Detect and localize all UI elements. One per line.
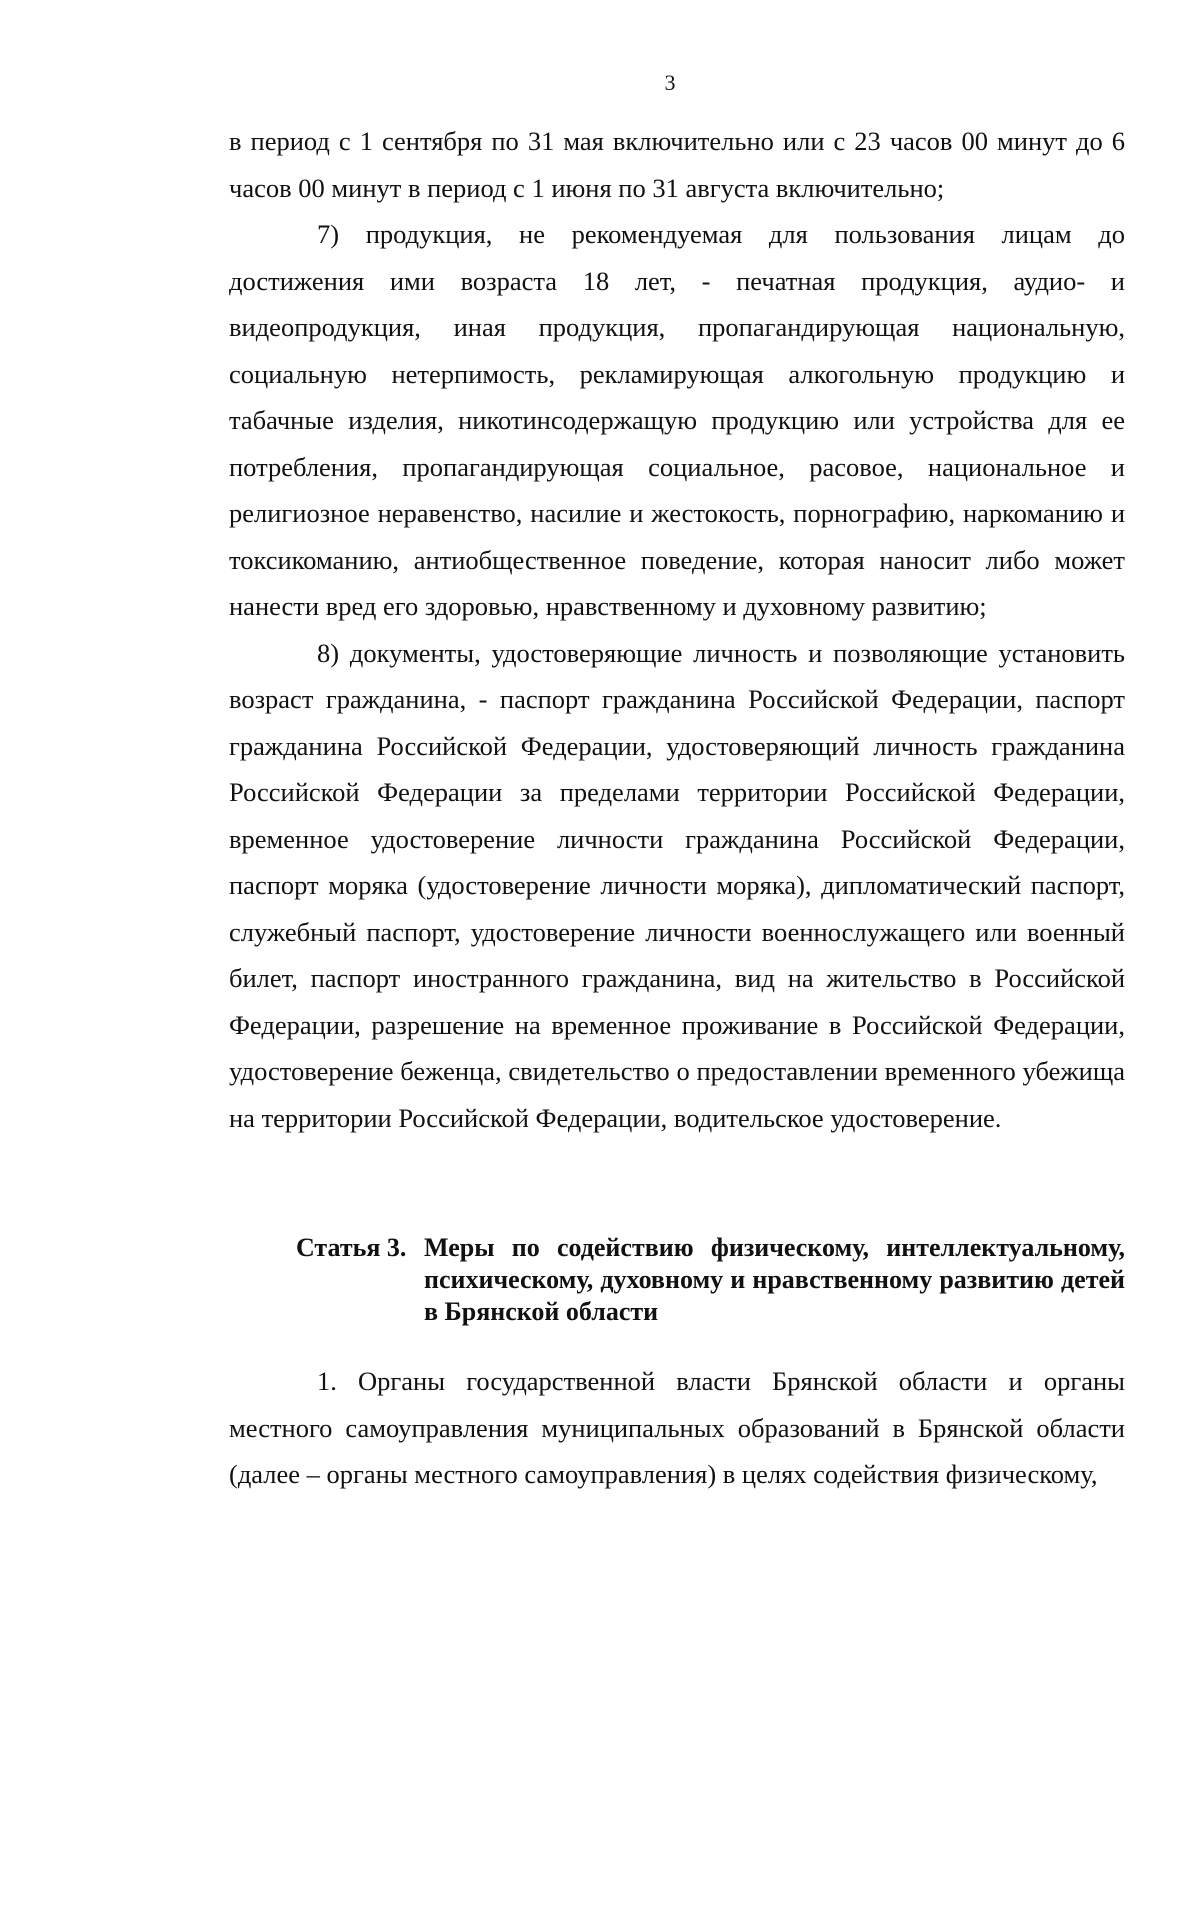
- definitions-text: [229, 118, 1125, 1141]
- paragraph-item-8: 8) документы, удостоверяющие личность и позволяющие установить возраст гражданина, - паспорт гражданина Российской Федерации, паспорт гражданина Российской Федерации, удостоверяющий личность гражданина Российской Федерации за пределами территории Российской Федерации, временное удостоверение личности гражданина Российской Федерации, паспорт моряка (удостоверение личности моряка), дипломатический паспорт, служебный паспорт, удостоверение личности военнослужащего или военный билет, паспорт иностранного гражданина, вид на жительство в Российской Федерации, разрешение на временное проживание в Российской Федерации, удостоверение беженца, свидетельство о предоставлении временного убежища на территории Российской Федерации, водительское удостоверение.: [229, 637, 1125, 1133]
- article-label: Статья 3.: [296, 1233, 407, 1262]
- paragraph-item-7: 7) продукция, не рекомендуемая для пользования лицам до достижения ими возраста 18 лет, - печатная продукция, аудио- и видеопродукция, иная продукция, пропагандирующая национальную, социальную нетерпимость, рекламирующая алкогольную продукцию и табачные изделия, никотинсодержащую продукцию или устройства для ее потребления, пропагандирующая социальное, расовое, национальное и религиозное неравенство, насилие и жестокость, порнографию, наркоманию и токсикоманию, антиобщественное поведение, которая наносит либо может нанести вред его здоровью, нравственному и духовному развитию;: [229, 219, 1125, 621]
- article-text: [229, 1358, 1125, 1498]
- article-paragraph-1: 1. Органы государственной власти Брянской области и органы местного самоуправления муниципальных образований в Брянской области (далее – органы местного самоуправления) в целях содействия физическому,: [229, 1366, 1125, 1489]
- article-heading: [296, 1232, 1125, 1328]
- page-number: 3: [664, 70, 676, 95]
- paragraph-night-time-continuation: в период с 1 сентября по 31 мая включительно или с 23 часов 00 минут до 6 часов 00 минут в период с 1 июня по 31 августа включительно;: [229, 126, 1125, 203]
- article-title: Меры по содействию физическому, интеллектуальному, психическому, духовному и нравственному развитию детей в Брянской области: [424, 1233, 1125, 1326]
